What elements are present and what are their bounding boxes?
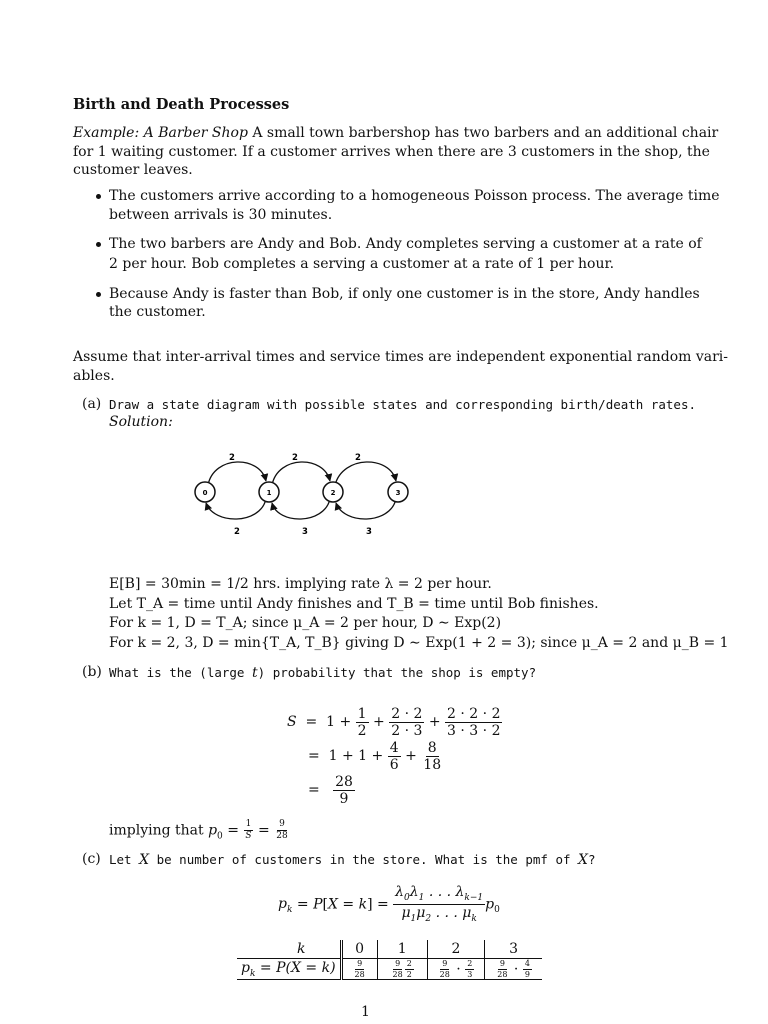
part-b-question-var: t: [252, 665, 258, 681]
pmf-k-value: 0: [341, 940, 377, 959]
state-node: [323, 482, 343, 502]
part-c-question-pre: Let: [109, 852, 140, 867]
bullet-dot: [96, 292, 101, 297]
pmf-table-value-row: [237, 959, 542, 980]
intro-line-3: customer leaves.: [73, 162, 193, 178]
death-rate-label: 2: [234, 527, 240, 537]
bullet-1-line-2: between arrivals is 30 minutes.: [109, 207, 333, 223]
state-label: 2: [330, 489, 336, 497]
bullet-dot: [96, 242, 101, 247]
bullet-1-line-1: The customers arrive according to a homogeneous Poisson process. The average time: [109, 188, 720, 204]
pmf-value-3: $\frac{9}{28}$ · $\frac{4}{9}$: [485, 959, 542, 980]
death-rate-label: 3: [366, 527, 372, 537]
bullet-dot: [96, 194, 101, 199]
pmf-value-1: $\frac{9}{28}$ $\frac{2}{2}$: [377, 959, 427, 980]
equation-s: [287, 705, 502, 807]
bullet-2-line-2: 2 per hour. Bob completes a serving a customer at a rate of 1 per hour.: [109, 256, 615, 272]
rate-line-lambda: λ = 2 per hour.: [384, 576, 492, 592]
equation-s-line-2: = 1 + 1 + $\frac{4}{6}$ + $\frac{8}{18}$: [308, 739, 442, 773]
state-node: [259, 482, 279, 502]
birth-arc-0-1: [208, 462, 266, 485]
section-title: Birth and Death Processes: [73, 96, 290, 113]
bullet-3-line-1: Because Andy is faster than Bob, if only one customer is in the store, Andy handles: [109, 286, 700, 302]
birth-arc-2-3: [335, 462, 396, 485]
birth-rate-label: 2: [355, 453, 361, 463]
pmf-k-value: 1: [377, 940, 427, 959]
part-c-label: (c): [82, 851, 101, 867]
equation-s-line-3: = $\frac{28}{9}$: [308, 773, 353, 807]
pmf-table: [237, 940, 542, 980]
birth-arc-1-2: [272, 462, 330, 485]
pmf-value-2: $\frac{9}{28}$ · $\frac{2}{3}$: [427, 959, 485, 980]
part-c-question-end: ?: [588, 852, 596, 867]
state-label: 0: [202, 489, 208, 497]
bullet-2-line-1: The two barbers are Andy and Bob. Andy completes serving a customer at a rate of: [109, 236, 702, 252]
pmf-k-header: k: [297, 941, 306, 957]
k23-line: For k = 2, 3, D = min{T_A, T_B} giving D ∼ Exp(1 + 2 = 3); since μ_A = 2 and μ_B = 1: [109, 635, 729, 651]
part-b-question-post: ) probability that the shop is empty?: [257, 665, 537, 680]
define-t-line: Let T_A = time until Andy finishes and T_B = time until Bob finishes.: [109, 596, 599, 612]
rate-line-text: E[B] = 30min = 1/2 hrs. implying rate: [109, 576, 385, 592]
page-number: 1: [361, 1004, 370, 1020]
part-c-question: [109, 850, 596, 870]
pmf-k-value: 2: [427, 940, 485, 959]
state-node: [195, 482, 215, 502]
part-b-question: [109, 663, 536, 683]
death-arc-2-1: [272, 499, 330, 519]
rate-line: [109, 575, 492, 594]
assume-line-2: ables.: [73, 368, 115, 384]
implying-text: implying that: [109, 822, 204, 839]
pmf-row-label: $p_k = P(X = k)$: [237, 959, 341, 980]
k1-line: For k = 1, D = T_A; since μ_A = 2 per hour, D ∼ Exp(2): [109, 615, 502, 631]
death-arc-1-0: [206, 499, 266, 519]
intro-line-2: for 1 waiting customer. If a customer arrives when there are 3 customers in the shop, the: [73, 144, 710, 160]
implying-line: implying that $p_0$ = $\frac{1}{S}$ = $\frac{9}{28}$: [109, 819, 288, 842]
state-label: 3: [395, 489, 401, 497]
equation-s-line-1: S = 1 + $\frac{1}{2}$ + $\frac{2 \cdot 2}{2 \cdot 3}$ + $\frac{2 \cdot 2 \cdot 2}{3 \cdot 3 \cdot 2}$: [287, 705, 501, 739]
part-b-label: (b): [82, 664, 102, 680]
state-label: 1: [266, 489, 272, 497]
part-a-question: Draw a state diagram with possible states and corresponding birth/death rates.: [109, 397, 696, 412]
birth-rate-label: 2: [229, 453, 235, 463]
pmf-formula: $p_k = P[X = k]$ = $\frac{\lambda_0\lambda_1 . . . \lambda_{k-1}}{\mu_1\mu_2 . . . \mu_k}$ $p_0$: [278, 884, 500, 924]
birth-rate-label: 2: [292, 453, 298, 463]
example-label: Example: A Barber Shop: [73, 125, 248, 141]
part-c-question-mid: be number of customers in the store. What is the pmf of: [149, 852, 579, 867]
state-node: [388, 482, 408, 502]
intro-line-1-text: A small town barbershop has two barbers and an additional chair: [252, 125, 719, 141]
death-arc-3-2: [336, 499, 396, 519]
bullet-3-line-2: the customer.: [109, 304, 206, 320]
pmf-value-0: $\frac{9}{28}$: [341, 959, 377, 980]
part-c-question-var: X: [139, 852, 150, 868]
intro-line-1: [73, 124, 718, 143]
solution-label: Solution:: [109, 414, 173, 430]
part-c-question-var2: X: [578, 852, 589, 868]
death-rate-label: 3: [302, 527, 308, 537]
state-diagram: [180, 445, 430, 540]
part-a-label: (a): [82, 396, 102, 412]
assume-line-1: Assume that inter-arrival times and service times are independent exponential random vari-: [73, 349, 729, 365]
part-b-question-pre: What is the (large: [109, 665, 252, 680]
pmf-k-value: 3: [485, 940, 542, 959]
pmf-table-header-row: [237, 940, 542, 959]
